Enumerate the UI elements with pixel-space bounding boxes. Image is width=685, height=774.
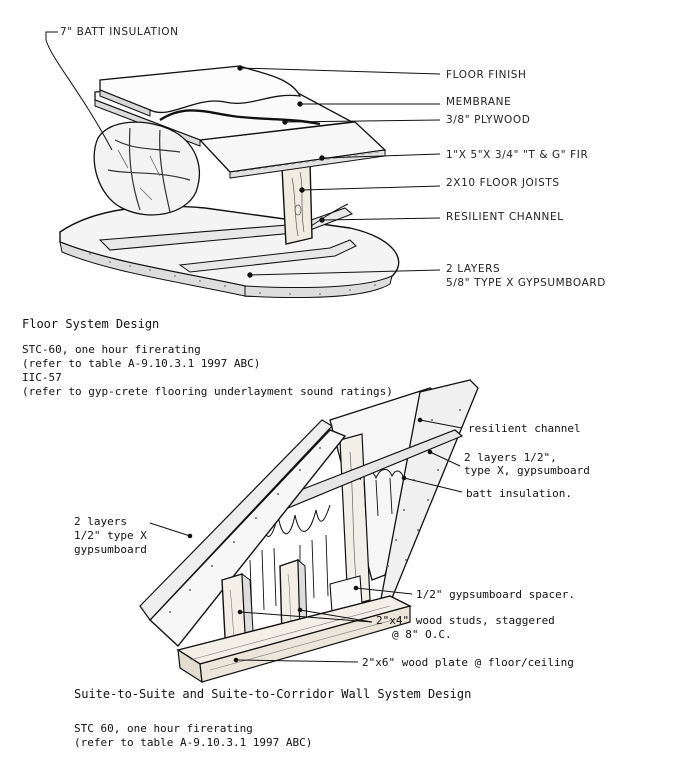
label-wall-layers-half: 2 layers 1/2",: [464, 451, 557, 464]
label-wall-type-x: type X, gypsumboard: [464, 464, 590, 477]
label-batt-insulation: 7" BATT INSULATION: [60, 26, 179, 38]
label-membrane: MEMBRANE: [446, 96, 512, 108]
floor-notes-line2: (refer to table A-9.10.3.1 1997 ABC): [22, 357, 261, 370]
label-studs: 2"x4" wood studs, staggered: [376, 614, 555, 627]
label-tg-fir: 1"X 5"X 3/4" "T & G" FIR: [446, 149, 589, 161]
label-plywood: 3/8" PLYWOOD: [446, 114, 531, 126]
label-gyp-layers: 2 LAYERS: [446, 263, 501, 275]
floor-notes-line3: IIC-57: [22, 371, 62, 384]
label-floor-finish: FLOOR FINISH: [446, 69, 527, 81]
label-floor-joists: 2X10 FLOOR JOISTS: [446, 177, 560, 189]
wall-notes-line2: (refer to table A-9.10.3.1 1997 ABC): [74, 736, 313, 749]
floor-notes-line1: STC-60, one hour firerating: [22, 343, 201, 356]
label-gyp-type: 5/8" TYPE X GYPSUMBOARD: [446, 277, 606, 289]
label-wood-plate: 2"x6" wood plate @ floor/ceiling: [362, 656, 574, 669]
label-resilient-channel: RESILIENT CHANNEL: [446, 211, 564, 223]
label-studs-oc: @ 8" O.C.: [392, 628, 452, 641]
floor-notes-line4: (refer to gyp-crete flooring underlayment sound ratings): [22, 385, 393, 398]
label-left-gypsumboard: gypsumboard: [74, 543, 147, 556]
label-wall-batt: batt insulation.: [466, 487, 572, 500]
label-spacer: 1/2" gypsumboard spacer.: [416, 588, 575, 601]
floor-notes-title: Floor System Design: [22, 317, 160, 331]
wall-notes-line1: STC 60, one hour firerating: [74, 722, 253, 735]
label-left-type-x: 1/2" type X: [74, 529, 147, 542]
label-left-layers: 2 layers: [74, 515, 127, 528]
wall-notes-title: Suite-to-Suite and Suite-to-Corridor Wall System Design: [74, 687, 472, 701]
label-wall-resilient-channel: resilient channel: [468, 422, 581, 435]
